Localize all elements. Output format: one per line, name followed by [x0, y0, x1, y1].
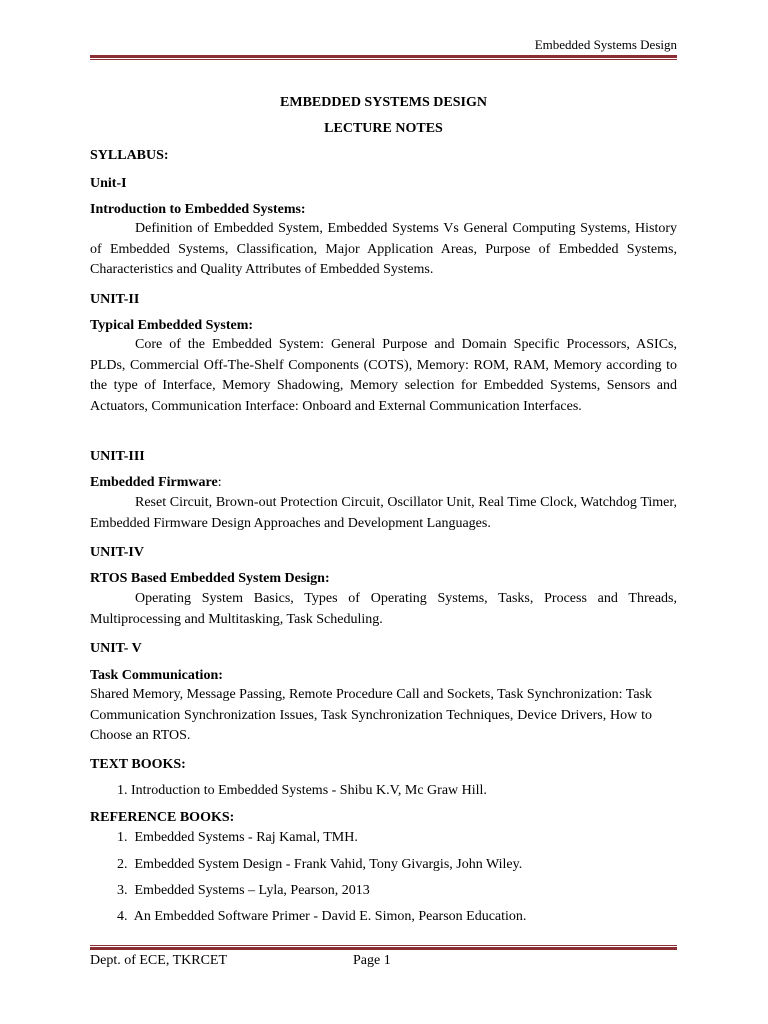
- unit-label: UNIT-II: [90, 292, 140, 307]
- unit-heading: RTOS Based Embedded System Design:: [90, 571, 330, 586]
- unit-heading: Introduction to Embedded Systems:: [90, 202, 306, 217]
- header-rule: [90, 55, 677, 60]
- unit-label: UNIT-III: [90, 449, 145, 464]
- reference-book-item: 1. Embedded Systems - Raj Kamal, TMH.: [117, 830, 358, 845]
- page-number: Page 1: [353, 953, 391, 968]
- running-header: Embedded Systems Design: [534, 37, 677, 52]
- reference-books-label: REFERENCE BOOKS:: [90, 810, 235, 825]
- unit-heading: Embedded Firmware: [90, 475, 218, 490]
- unit-body: Reset Circuit, Brown-out Protection Circuit, Oscillator Unit, Real Time Clock, Watchdog Timer, Embedded Firmware Design Approaches and Development Languages.: [90, 495, 677, 531]
- text-books-label: TEXT BOOKS:: [90, 757, 186, 772]
- footer-department: Dept. of ECE, TKRCET: [90, 953, 228, 968]
- unit-body: Shared Memory, Message Passing, Remote Procedure Call and Sockets, Task Synchronization: Task Communication Synchronization Issues, Task Synchronization Techniques, Device Drivers, How to Choose an RTOS.: [90, 687, 652, 743]
- unit-body: Operating System Basics, Types of Operating Systems, Tasks, Process and Threads, Multiprocessing and Multitasking, Task Scheduling.: [90, 591, 677, 627]
- unit-heading-suffix: :: [217, 475, 222, 490]
- unit-heading: Task Communication:: [90, 668, 223, 683]
- unit-label: UNIT-IV: [90, 545, 144, 560]
- reference-book-item: 2. Embedded System Design - Frank Vahid, Tony Givargis, John Wiley.: [117, 857, 523, 872]
- footer-rule: [90, 944, 677, 950]
- unit-body: Definition of Embedded System, Embedded Systems Vs General Computing Systems, History of Embedded Systems, Classification, Major Application Areas, Purpose of Embedded Systems, Characteristics and Quality Attributes of Embedded Systems.: [90, 221, 677, 277]
- document-subtitle: LECTURE NOTES: [324, 121, 443, 136]
- unit-heading: Typical Embedded System:: [90, 318, 254, 333]
- reference-book-item: 4. An Embedded Software Primer - David E. Simon, Pearson Education.: [117, 909, 527, 924]
- unit-label: Unit-I: [90, 176, 127, 191]
- document-title: EMBEDDED SYSTEMS DESIGN: [280, 95, 487, 110]
- unit-body: Core of the Embedded System: General Purpose and Domain Specific Processors, ASICs, PLDs, Commercial Off-The-Shelf Components (COTS), Memory: ROM, RAM, Memory according to the type of Interface, Memory Shadowing, Memory selection for Embedded Systems, Sensors and Actuators, Communication Interface: Onboard and External Communication Interfaces.: [90, 337, 677, 414]
- text-book-item: 1. Introduction to Embedded Systems - Shibu K.V, Mc Graw Hill.: [117, 783, 487, 798]
- reference-book-item: 3. Embedded Systems – Lyla, Pearson, 2013: [117, 883, 370, 898]
- unit-heading-line: [90, 473, 677, 494]
- unit-label: UNIT- V: [90, 641, 142, 656]
- syllabus-label: SYLLABUS:: [90, 148, 169, 163]
